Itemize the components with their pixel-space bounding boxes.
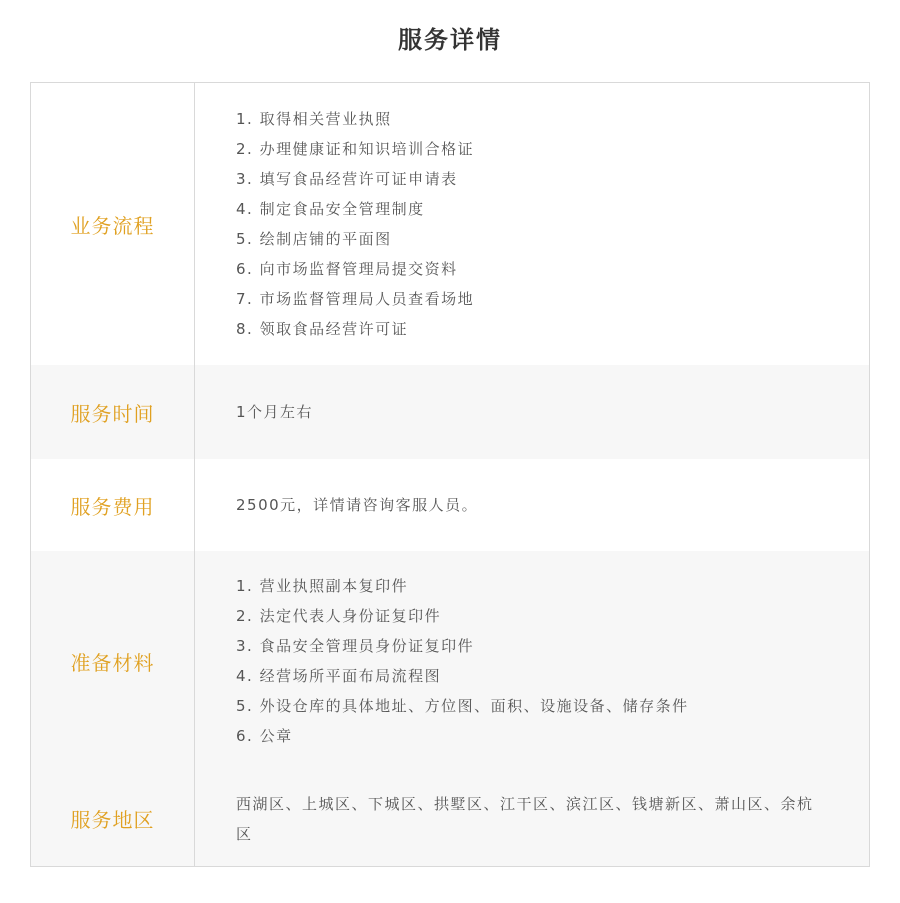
service-area-content	[195, 771, 869, 866]
process-step: 4. 制定食品安全管理制度	[236, 200, 425, 218]
service-fee-label: 服务费用	[31, 459, 195, 551]
row-service-time	[31, 365, 869, 459]
row-service-fee	[31, 459, 869, 551]
process-label: 业务流程	[31, 83, 195, 365]
service-time-value: 1个月左右	[236, 403, 314, 421]
material-item: 3. 食品安全管理员身份证复印件	[236, 637, 475, 655]
process-steps-list	[236, 104, 869, 344]
row-materials	[31, 551, 869, 771]
materials-content	[195, 551, 869, 771]
process-step: 3. 填写食品经营许可证申请表	[236, 170, 458, 188]
process-step: 1. 取得相关营业执照	[236, 110, 392, 128]
service-area-label: 服务地区	[31, 771, 195, 866]
service-time-label: 服务时间	[31, 365, 195, 459]
row-process	[31, 83, 869, 365]
process-step: 5. 绘制店铺的平面图	[236, 230, 392, 248]
service-time-content	[195, 365, 869, 459]
material-item: 1. 营业执照副本复印件	[236, 577, 409, 595]
process-content	[195, 83, 869, 365]
service-area-value: 西湖区、上城区、下城区、拱墅区、江干区、滨江区、钱塘新区、萧山区、余杭区	[236, 794, 814, 843]
process-step: 8. 领取食品经营许可证	[236, 320, 409, 338]
page-title: 服务详情	[398, 26, 502, 54]
process-step: 7. 市场监督管理局人员查看场地	[236, 290, 475, 308]
service-details-table	[30, 82, 870, 867]
material-item: 5. 外设仓库的具体地址、方位图、面积、设施设备、储存条件	[236, 697, 689, 715]
process-step: 2. 办理健康证和知识培训合格证	[236, 140, 475, 158]
service-fee-value: 2500元，详情请咨询客服人员。	[236, 496, 479, 514]
row-service-area	[31, 771, 869, 866]
material-item: 4. 经营场所平面布局流程图	[236, 667, 442, 685]
material-item: 2. 法定代表人身份证复印件	[236, 607, 442, 625]
materials-label: 准备材料	[31, 551, 195, 771]
service-fee-content	[195, 459, 869, 551]
material-item: 6. 公章	[236, 727, 293, 745]
materials-list	[236, 571, 869, 751]
process-step: 6. 向市场监督管理局提交资料	[236, 260, 458, 278]
